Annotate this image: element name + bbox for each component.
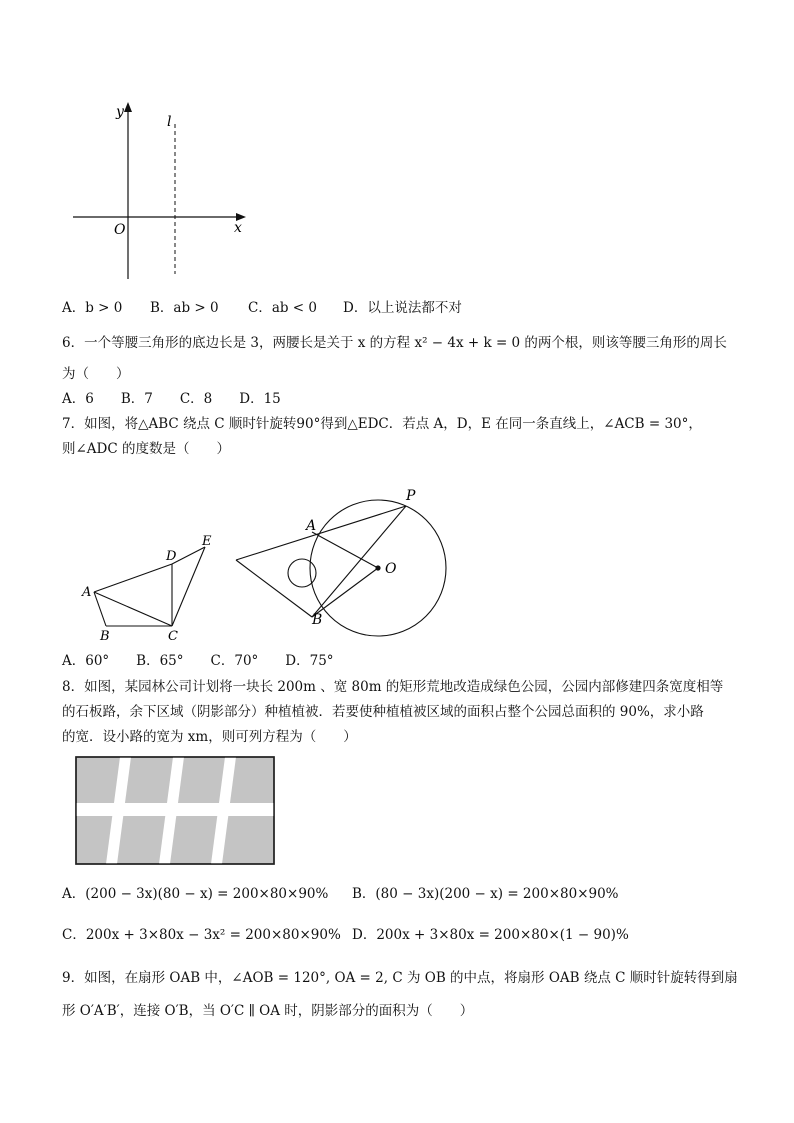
q8-text-line2: 的石板路，余下区域（阴影部分）种植植被．若要使种植植被区域的面积占整个公园总面积的 90%，求小路 xyxy=(62,704,704,720)
q8-text-line1: 8．如图，某园林公司计划将一块长 200m 、宽 80m 的矩形荒地改造成绿色公园，公园内部修建四条宽度相等 xyxy=(62,679,724,695)
point-d-label: D xyxy=(166,549,177,564)
q8-choice-d: D．200x + 3×80x = 200×80×(1 − 90)% xyxy=(352,927,629,943)
q7-circle-figure xyxy=(230,480,460,650)
point-b2-label: B xyxy=(312,612,323,628)
point-a-label: A xyxy=(82,585,92,600)
q5-choice-c: C．ab < 0 xyxy=(248,300,318,316)
q6-text-line2: 为（ ） xyxy=(62,366,130,382)
q7-text-line1: 7．如图，将△ABC 绕点 C 顺时针旋转90°得到△EDC．若点 A，D，E 在同一条直线上，∠ACB = 30°， xyxy=(62,416,702,432)
point-p-label: P xyxy=(406,488,416,504)
q7-choices: A．60° B．65° C．70° D．75° xyxy=(62,653,334,669)
q6-text-line1: 6．一个等腰三角形的底边长是 3，两腰长是关于 x 的方程 x² − 4x + k = 0 的两个根，则该等腰三角形的周长 xyxy=(62,335,727,351)
q8-park-figure xyxy=(75,756,275,866)
line-l-label: l xyxy=(167,114,172,130)
q8-text-line3: 的宽．设小路的宽为 xm，则可列方程为（ ） xyxy=(62,729,357,745)
q7-text-line2: 则∠ADC 的度数是（ ） xyxy=(62,441,231,457)
q9-text-line2: 形 O′A′B′，连接 O′B，当 O′C ∥ OA 时，阴影部分的面积为（ ） xyxy=(62,1003,474,1019)
y-axis-label: y xyxy=(116,104,124,120)
q8-choice-c: C．200x + 3×80x − 3x² = 200×80×90% xyxy=(62,927,341,943)
point-b-label: B xyxy=(100,629,110,644)
q5-choice-a: A．b > 0 xyxy=(62,300,123,316)
point-c-label: C xyxy=(168,629,178,644)
q5-choice-b: B．ab > 0 xyxy=(150,300,219,316)
q8-choice-b: B．(80 − 3x)(200 − x) = 200×80×90% xyxy=(352,886,619,902)
x-axis-label: x xyxy=(234,220,242,236)
q5-coordinate-figure xyxy=(68,96,258,286)
q6-choices: A．6 B．7 C．8 D．15 xyxy=(62,391,281,407)
origin-label: O xyxy=(114,222,126,238)
point-e-label: E xyxy=(202,534,212,549)
q5-choice-d: D．以上说法都不对 xyxy=(343,300,462,316)
point-o-label: O xyxy=(385,561,397,577)
q9-text-line1: 9．如图，在扇形 OAB 中，∠AOB = 120°, OA = 2, C 为 OB 的中点，将扇形 OAB 绕点 C 顺时针旋转得到扇 xyxy=(62,970,738,986)
q8-choice-a: A．(200 − 3x)(80 − x) = 200×80×90% xyxy=(62,886,329,902)
q7-triangle-figure xyxy=(78,530,228,645)
point-a2-label: A xyxy=(306,518,317,534)
